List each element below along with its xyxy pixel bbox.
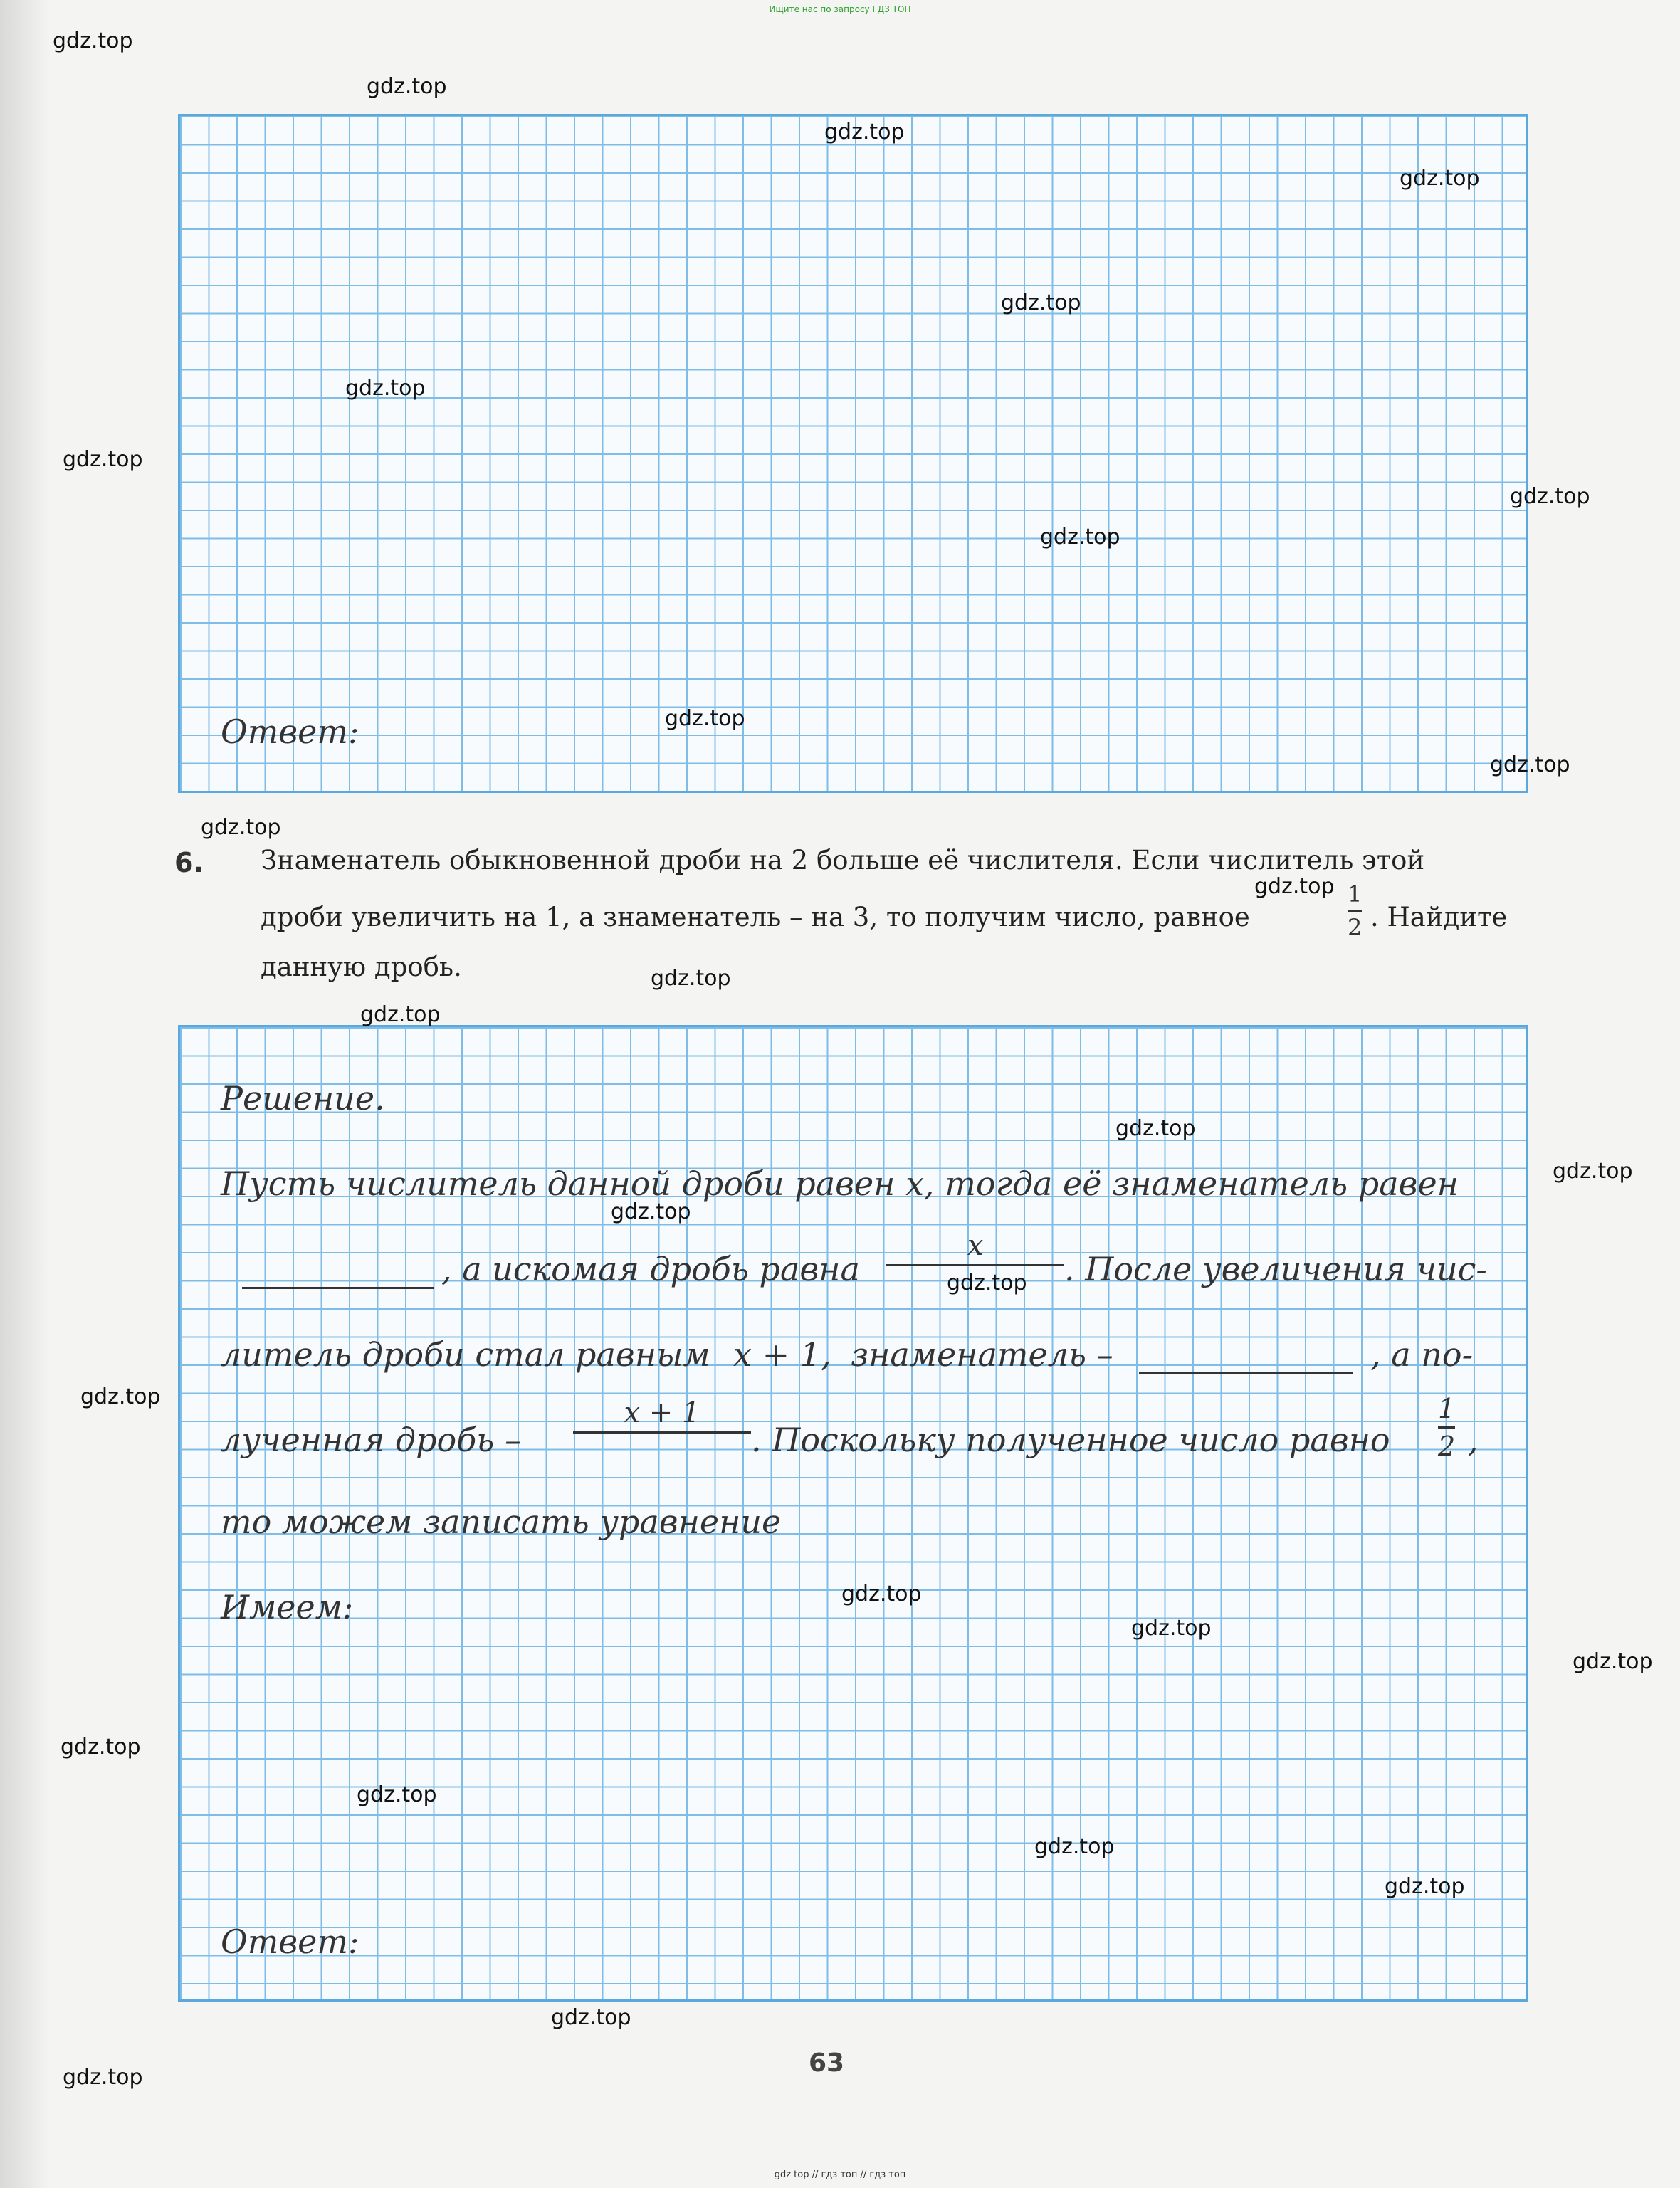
fraction-bar: [886, 1264, 1064, 1266]
fraction-one-half: [1438, 1395, 1455, 1460]
blank-new-denominator[interactable]: [1139, 1372, 1353, 1374]
solution-line-4b: . Поскольку полученное число равно: [751, 1421, 1390, 1459]
solution-line-4c: ,: [1468, 1421, 1479, 1459]
watermark: gdz.top: [1115, 1116, 1196, 1141]
fraction-numerator: x + 1: [624, 1397, 700, 1429]
watermark: gdz.top: [367, 74, 447, 99]
watermark: gdz.top: [841, 1582, 922, 1606]
watermark: gdz.top: [551, 2005, 631, 2030]
watermark: gdz.top: [1510, 484, 1590, 509]
solution-answer-label: Ответ:: [221, 1923, 359, 1961]
problem-fraction-one-half: [1348, 880, 1363, 941]
watermark: gdz.top: [1131, 1616, 1212, 1641]
problem-line-2-end: . Найдите: [1370, 902, 1508, 932]
watermark: gdz.top: [1400, 166, 1480, 191]
solution-line-4a: лученная дробь –: [221, 1421, 521, 1459]
answer-grid-previous[interactable]: [178, 114, 1528, 793]
solution-line-1: Пусть числитель данной дроби равен x, тогда её знаменатель равен: [221, 1164, 1459, 1203]
fraction-denominator: 2: [1438, 1431, 1456, 1462]
solution-line-5: то можем записать уравнение: [221, 1503, 782, 1541]
fraction-numerator: 1: [1348, 880, 1363, 908]
watermark: gdz.top: [1385, 1874, 1465, 1899]
watermark: gdz.top: [1573, 1649, 1653, 1674]
watermark: gdz.top: [80, 1384, 161, 1409]
solution-heading: Решение.: [221, 1079, 385, 1117]
solution-line-3c: знаменатель –: [851, 1335, 1113, 1374]
solution-line-3d: , а по-: [1370, 1335, 1474, 1374]
watermark: gdz.top: [651, 966, 731, 991]
footer-note: gdz top // гдз топ // гдз топ: [774, 2169, 906, 2180]
problem-line-1: Знаменатель обыкновенной дроби на 2 больше её числителя. Если числитель этой: [261, 845, 1425, 875]
page-edge-shadow: [0, 0, 50, 2188]
watermark: gdz.top: [201, 815, 281, 840]
watermark: gdz.top: [1001, 290, 1081, 315]
fraction-x-over-blank: [886, 1231, 1064, 1271]
solution-line-3a: литель дроби стал равным: [221, 1335, 710, 1374]
problem-number: 6.: [174, 847, 204, 878]
watermark: gdz.top: [1034, 1834, 1115, 1859]
watermark: gdz.top: [1040, 525, 1120, 549]
watermark: gdz.top: [61, 1735, 141, 1760]
watermark: gdz.top: [357, 1782, 437, 1807]
watermark: gdz.top: [345, 376, 426, 401]
watermark: gdz.top: [1254, 874, 1335, 899]
watermark: gdz.top: [824, 120, 905, 144]
fraction-denominator: 2: [1348, 914, 1363, 941]
page-number: 63: [809, 2048, 845, 2078]
blank-denominator[interactable]: [242, 1287, 434, 1289]
fraction-bar: [573, 1431, 751, 1434]
watermark: gdz.top: [665, 706, 745, 731]
watermark: gdz.top: [1553, 1159, 1633, 1184]
solution-line-2a: , а искомая дробь равна: [441, 1250, 860, 1288]
fraction-bar: [1348, 910, 1362, 912]
watermark: gdz.top: [360, 1002, 441, 1027]
fraction-numerator: x: [967, 1229, 984, 1262]
watermark: gdz.top: [63, 447, 143, 472]
watermark: gdz.top: [63, 2065, 143, 2090]
solution-line-2b: . После увеличения чис-: [1064, 1250, 1487, 1288]
fraction-x-plus-1-over-blank: [573, 1399, 751, 1438]
problem-line-3: данную дробь.: [261, 952, 462, 982]
previous-answer-label: Ответ:: [221, 712, 359, 751]
watermark: gdz.top: [947, 1271, 1027, 1295]
problem-line-2: [261, 904, 1250, 930]
watermark: gdz.top: [53, 28, 133, 53]
header-note: Ищите нас по запросу ГДЗ ТОП: [769, 4, 911, 14]
problem-line-2-text: дроби увеличить на 1, а знаменатель – на 3, то получим число, равное: [261, 902, 1250, 932]
fraction-bar: [1438, 1426, 1455, 1429]
watermark: gdz.top: [611, 1199, 691, 1224]
solution-line-3b: x + 1,: [733, 1335, 831, 1374]
fraction-numerator: 1: [1438, 1393, 1456, 1424]
watermark: gdz.top: [1490, 752, 1570, 777]
solution-line-6: Имеем:: [221, 1588, 354, 1626]
